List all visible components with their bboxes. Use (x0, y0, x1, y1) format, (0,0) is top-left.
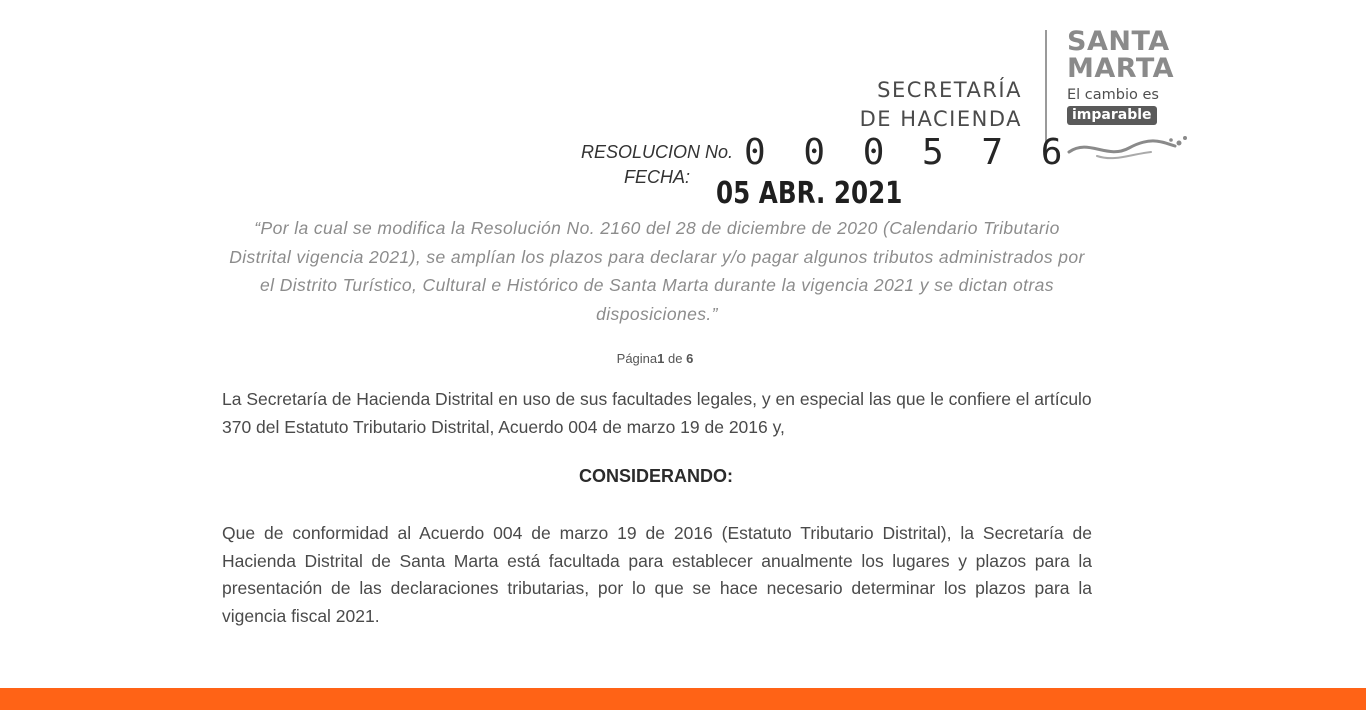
page-current: 1 (657, 351, 665, 366)
logo-badge: imparable (1067, 106, 1157, 125)
secretaria-heading (780, 76, 1022, 134)
resolution-number-label: RESOLUCION No. (580, 142, 733, 162)
considerando-heading: CONSIDERANDO: (578, 466, 733, 486)
logo-line1: SANTA (1067, 26, 1170, 57)
resolution-date-stamp: 05 ABR. 2021 (716, 176, 903, 211)
page-indicator (600, 351, 710, 366)
secretaria-line2: DE HACIENDA (859, 107, 1022, 131)
wave-swoosh-icon (1067, 132, 1189, 162)
resolution-date-label: FECHA: (623, 167, 690, 187)
page-separator: de (668, 351, 683, 366)
resolution-title: “Por la cual se modifica la Resolución No. 2160 del 28 de diciembre de 2020 (Calendario Tributario Distrital vigencia 2021), se amplían los plazos para declarar y/o pagar algunos tributos administrados por el Distrito Turístico, Cultural e Histórico de Santa Marta durante la vigencia 2021 y se dictan otras disposiciones.” (229, 218, 1085, 324)
resolution-number-stamp: 0 0 0 5 7 6 (744, 132, 1071, 173)
santa-marta-logo (1067, 28, 1187, 125)
page-total: 6 (686, 351, 694, 366)
page-prefix: Página (616, 351, 658, 366)
secretaria-line1: SECRETARÍA (877, 78, 1022, 102)
logo-line2: MARTA (1067, 53, 1175, 84)
considerando-paragraph: Que de conformidad al Acuerdo 004 de marzo 19 de 2016 (Estatuto Tributario Distrital), la Secretaría de Hacienda Distrital de Santa Marta está facultada para establecer anualmente los lugares y plazos para la presentación de las declaraciones tributarias, por lo que se hace necesario determinar los plazos para la vigencia fiscal 2021. (222, 523, 1092, 626)
logo-tagline: El cambio es (1067, 87, 1159, 103)
bottom-accent-bar (0, 688, 1366, 710)
intro-paragraph: La Secretaría de Hacienda Distrital en uso de sus facultades legales, y en especial las que le confiere el artículo 370 del Estatuto Tributario Distrital, Acuerdo 004 de marzo 19 de 2016 y, (222, 389, 1092, 437)
